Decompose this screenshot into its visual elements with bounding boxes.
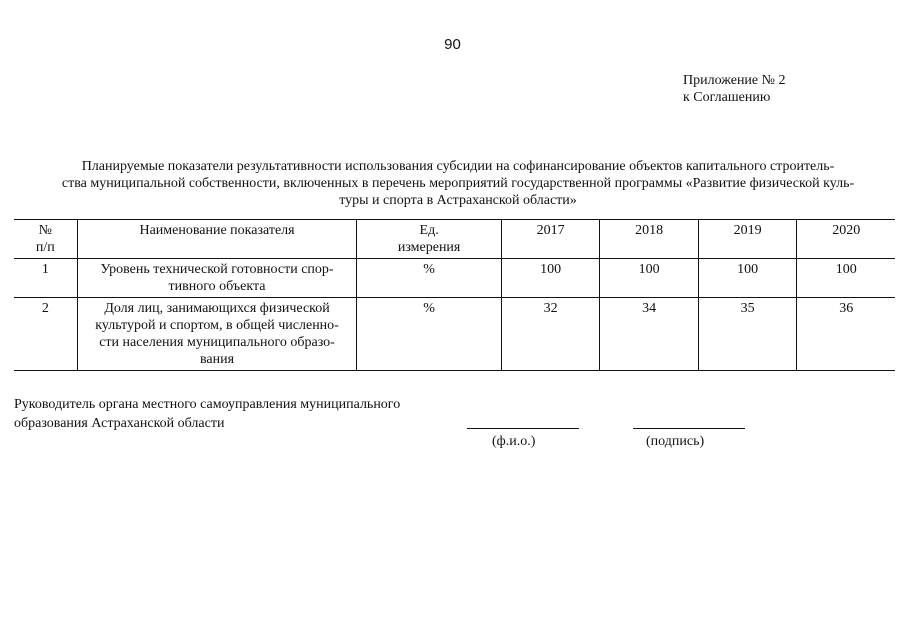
appendix-line-1: Приложение № 2: [683, 73, 786, 88]
row-name: Доля лиц, занимающихся физической культурой и спортом, в общей численно- сти населения муниципального образо- вания: [77, 298, 357, 371]
header-year-2020: 2020: [797, 220, 895, 259]
heading-line-2: ства муниципальной собственности, включенных в перечень мероприятий государственной программы «Развитие физической куль-: [61, 176, 855, 191]
table-row: [14, 259, 895, 298]
row-value-2017: 100: [501, 259, 600, 298]
page-number: 90: [444, 36, 461, 53]
row-value-2018: 34: [600, 298, 699, 371]
header-year-2017: 2017: [501, 220, 600, 259]
table-row: [14, 298, 895, 371]
row-num: 2: [14, 298, 77, 371]
signature-line-2: образования Астраханской области: [14, 416, 225, 431]
header-name: Наименование показателя: [77, 220, 357, 259]
fio-label: (ф.и.о.): [492, 434, 536, 449]
row-value-2020: 36: [797, 298, 895, 371]
signature-line-1: Руководитель органа местного самоуправления муниципального: [14, 397, 401, 412]
row-unit: %: [357, 259, 501, 298]
row-value-2019: 35: [698, 298, 797, 371]
indicators-table: [14, 219, 895, 371]
row-num: 1: [41, 262, 49, 277]
fio-underline: [467, 428, 579, 429]
sign-label: (подпись): [646, 434, 705, 449]
row-value-2017: 32: [501, 298, 600, 371]
heading-line-3: туры и спорта в Астраханской области»: [339, 193, 577, 208]
row-value-2020: 100: [797, 259, 895, 298]
row-name: Уровень технической готовности спор- тивного объекта: [77, 259, 357, 298]
sign-underline: [633, 428, 745, 429]
document-heading: [22, 158, 894, 209]
heading-line-1: Планируемые показатели результативности использования субсидии на софинансирование объектов капитального строитель-: [81, 159, 835, 174]
appendix-line-2: к Соглашению: [683, 90, 771, 105]
table-header-row: [14, 220, 895, 259]
header-year-2018: 2018: [600, 220, 699, 259]
header-unit: Ед. измерения: [357, 220, 501, 259]
header-year-2019: 2019: [698, 220, 797, 259]
header-num: № п/п: [14, 220, 77, 259]
appendix-note: [683, 72, 786, 106]
row-value-2018: 100: [600, 259, 699, 298]
signature-block: [14, 395, 400, 433]
row-value-2019: 100: [698, 259, 797, 298]
row-unit: %: [357, 298, 501, 371]
